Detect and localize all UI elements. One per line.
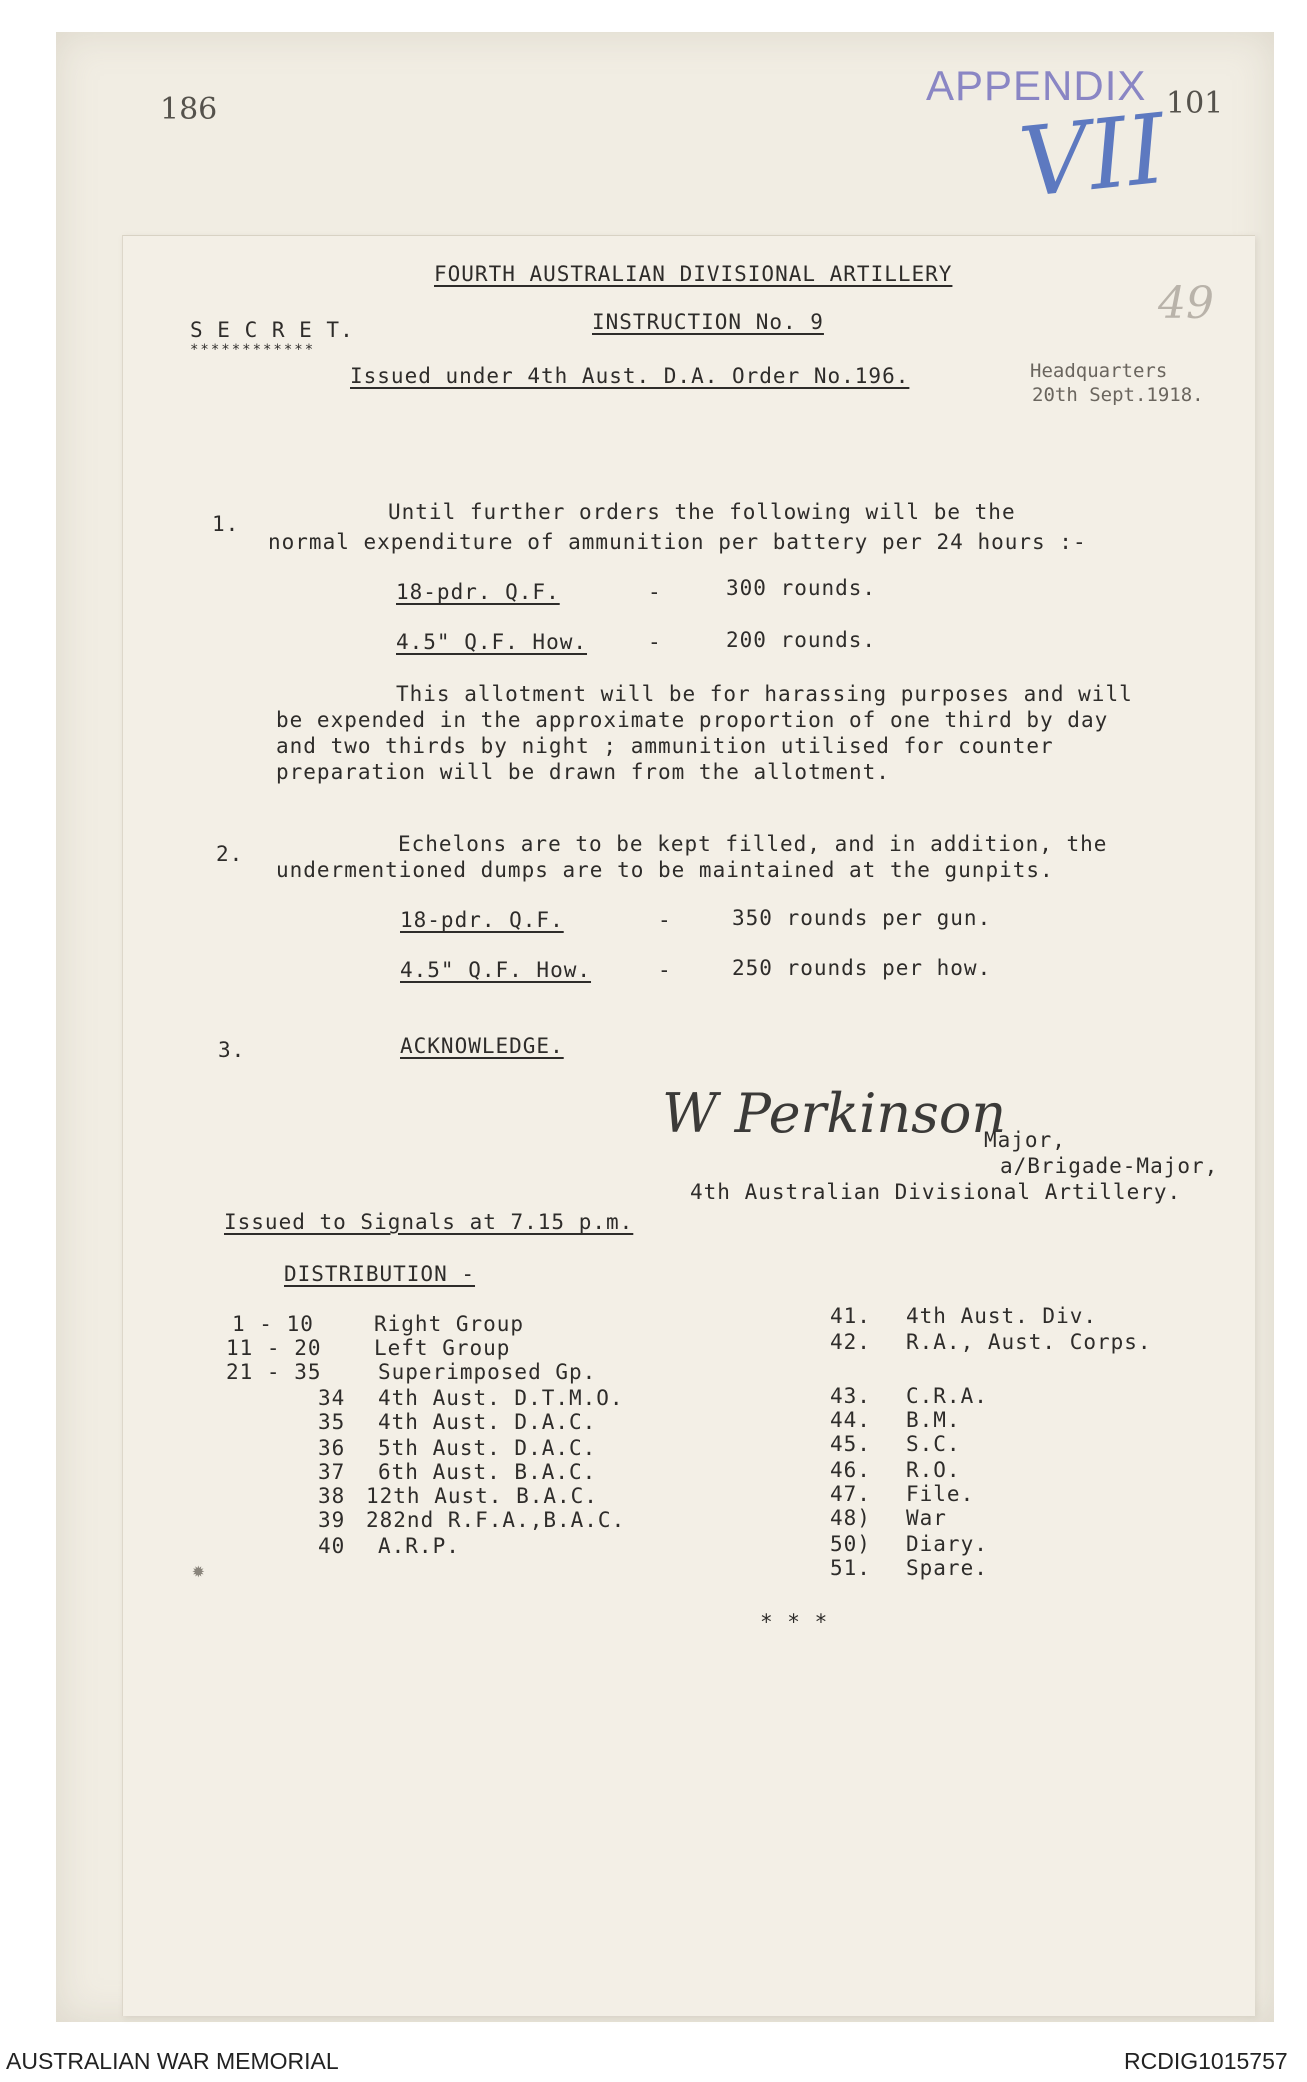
distribution-right-text-6: R.O. <box>906 1458 961 1482</box>
distribution-left-text-7: 6th Aust. B.A.C. <box>378 1460 597 1484</box>
signature-role: a/Brigade-Major, <box>1000 1154 1219 1178</box>
distribution-left-num-2: 11 - 20 <box>226 1336 322 1360</box>
para2-item2-value: 250 rounds per how. <box>732 956 992 980</box>
headquarters-label: Headquarters <box>1030 360 1168 382</box>
distribution-left-text-8: 12th Aust. B.A.C. <box>366 1484 598 1508</box>
distribution-left-num-1: 1 - 10 <box>232 1312 314 1336</box>
para2-item1-dash: - <box>658 908 672 932</box>
distribution-right-text-4: B.M. <box>906 1408 961 1432</box>
distribution-right-num-9: 50) <box>830 1532 871 1556</box>
para1-item2-label: 4.5" Q.F. How. <box>396 630 588 654</box>
pencil-page-number: 49 <box>1158 278 1214 329</box>
distribution-left-num-4: 34 <box>318 1386 346 1410</box>
para1-line4: be expended in the approximate proportion of one third by day <box>276 708 1109 732</box>
appendix-stamp: APPENDIX <box>926 62 1147 109</box>
distribution-right-num-8: 48) <box>830 1506 871 1530</box>
footer-source: AUSTRALIAN WAR MEMORIAL <box>6 2048 339 2074</box>
para1-line2: normal expenditure of ammunition per battery per 24 hours :- <box>268 530 1087 554</box>
distribution-heading: DISTRIBUTION - <box>284 1262 476 1286</box>
distribution-left-num-6: 36 <box>318 1436 346 1460</box>
para2-item2-dash: - <box>658 958 672 982</box>
distribution-left-num-9: 39 <box>318 1508 346 1532</box>
issued-to-signals: Issued to Signals at 7.15 p.m. <box>224 1210 634 1234</box>
distribution-left-num-5: 35 <box>318 1410 346 1434</box>
distribution-right-text-1: 4th Aust. Div. <box>906 1304 1098 1328</box>
para1-line5: and two thirds by night ; ammunition utilised for counter <box>276 734 1054 758</box>
para2-line1: Echelons are to be kept filled, and in addition, the <box>398 832 1108 856</box>
distribution-right-text-3: C.R.A. <box>906 1384 988 1408</box>
distribution-left-text-9: 282nd R.F.A.,B.A.C. <box>366 1508 626 1532</box>
para1-item1-dash: - <box>648 580 662 604</box>
distribution-left-text-1: Right Group <box>374 1312 525 1336</box>
para1-item1-value: 300 rounds. <box>726 576 877 600</box>
para2-line2: undermentioned dumps are to be maintained at the gunpits. <box>276 858 1054 882</box>
appendix-numeral-handwritten: VII <box>1014 92 1171 220</box>
para1-line1: Until further orders the following will be the <box>388 500 1016 524</box>
end-mark: * * * <box>760 1610 829 1634</box>
para1-line6: preparation will be drawn from the allotment. <box>276 760 890 784</box>
distribution-right-num-4: 44. <box>830 1408 871 1432</box>
distribution-left-text-3: Superimposed Gp. <box>378 1360 597 1384</box>
para1-item1-label: 18-pdr. Q.F. <box>396 580 560 604</box>
distribution-left-text-2: Left Group <box>374 1336 511 1360</box>
folio-number-right: 101 <box>1166 86 1224 121</box>
distribution-right-text-2: R.A., Aust. Corps. <box>906 1330 1152 1354</box>
para1-line3: This allotment will be for harassing purposes and will <box>396 682 1133 706</box>
para1-number: 1. <box>212 512 240 536</box>
distribution-right-num-5: 45. <box>830 1432 871 1456</box>
distribution-left-num-7: 37 <box>318 1460 346 1484</box>
para1-item2-value: 200 rounds. <box>726 628 877 652</box>
folio-number-left: 186 <box>160 92 218 127</box>
distribution-left-text-5: 4th Aust. D.A.C. <box>378 1410 597 1434</box>
distribution-left-text-10: A.R.P. <box>378 1534 460 1558</box>
handwritten-signature: W Perkinson <box>662 1082 1007 1145</box>
distribution-right-text-10: Spare. <box>906 1556 988 1580</box>
document-title: FOURTH AUSTRALIAN DIVISIONAL ARTILLERY <box>434 262 953 286</box>
instruction-number: INSTRUCTION No. 9 <box>592 310 824 334</box>
para2-item2-label: 4.5" Q.F. How. <box>400 958 592 982</box>
acknowledge: ACKNOWLEDGE. <box>400 1034 564 1058</box>
distribution-left-num-10: 40 <box>318 1534 346 1558</box>
footer-reference: RCDIG1015757 <box>1124 2048 1288 2074</box>
distribution-right-num-3: 43. <box>830 1384 871 1408</box>
distribution-right-num-7: 47. <box>830 1482 871 1506</box>
distribution-left-num-8: 38 <box>318 1484 346 1508</box>
distribution-left-text-4: 4th Aust. D.T.M.O. <box>378 1386 624 1410</box>
distribution-right-num-1: 41. <box>830 1304 871 1328</box>
distribution-right-num-6: 46. <box>830 1458 871 1482</box>
distribution-left-num-3: 21 - 35 <box>226 1360 322 1384</box>
classification-stars: ************ <box>190 342 316 358</box>
distribution-right-text-5: S.C. <box>906 1432 961 1456</box>
classification: S E C R E T. <box>190 318 354 342</box>
document-date: 20th Sept.1918. <box>1032 384 1204 406</box>
distribution-right-text-9: Diary. <box>906 1532 988 1556</box>
ink-blot: ✹ <box>192 1558 206 1582</box>
para2-item1-label: 18-pdr. Q.F. <box>400 908 564 932</box>
para2-number: 2. <box>216 842 244 866</box>
distribution-right-text-7: File. <box>906 1482 975 1506</box>
distribution-right-num-2: 42. <box>830 1330 871 1354</box>
distribution-right-num-10: 51. <box>830 1556 871 1580</box>
issued-under-order: Issued under 4th Aust. D.A. Order No.196. <box>350 364 910 388</box>
para1-item2-dash: - <box>648 630 662 654</box>
para2-item1-value: 350 rounds per gun. <box>732 906 992 930</box>
distribution-left-text-6: 5th Aust. D.A.C. <box>378 1436 597 1460</box>
para3-number: 3. <box>218 1038 246 1062</box>
signature-unit: 4th Australian Divisional Artillery. <box>690 1180 1182 1204</box>
distribution-right-text-8: War <box>906 1506 947 1530</box>
signature-rank: Major, <box>984 1128 1066 1152</box>
